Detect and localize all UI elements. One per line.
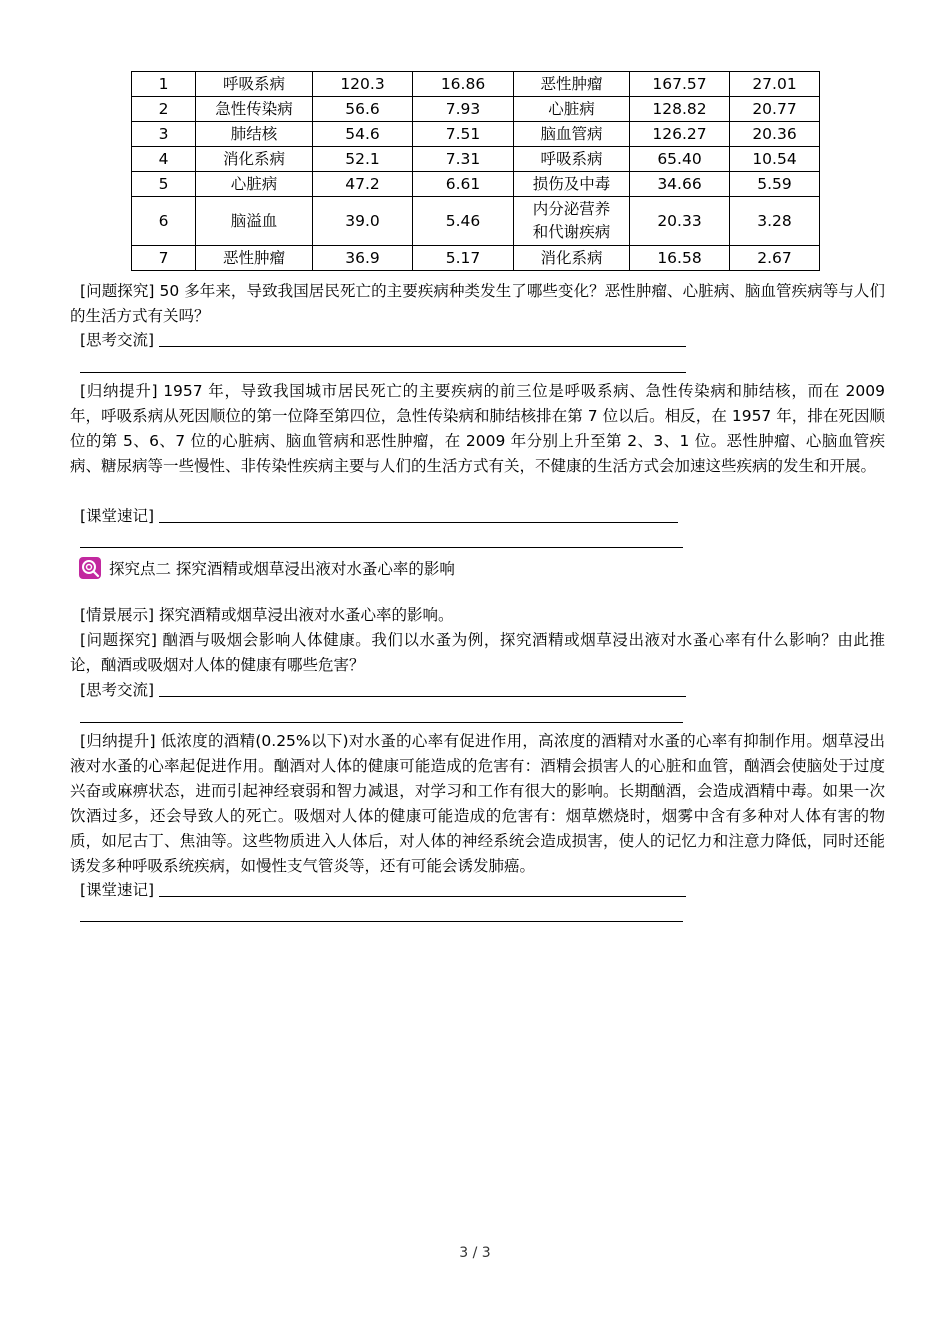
table-cell: 65.40: [630, 147, 730, 172]
table-cell: [514, 197, 630, 246]
table-cell: 呼吸系病: [514, 147, 630, 172]
answer-line[interactable]: [159, 696, 686, 697]
answer-line[interactable]: [80, 722, 683, 723]
table-row: [132, 246, 820, 271]
think-label-1: [思考交流]: [80, 331, 155, 349]
table-cell: 54.6: [313, 122, 413, 147]
table-cell: 20.33: [630, 197, 730, 246]
table-cell: 7: [132, 246, 196, 271]
table-cell: 消化系病: [196, 147, 313, 172]
table-cell: 心脏病: [514, 97, 630, 122]
table-cell: 7.51: [413, 122, 514, 147]
question-1: [问题探究] 50 多年来，导致我国居民死亡的主要疾病种类发生了哪些变化？恶性肿瘤、心脏病、脑血管疾病等与人们的生活方式有关吗？: [70, 282, 885, 325]
table-cell: 128.82: [630, 97, 730, 122]
table-row: [132, 122, 820, 147]
question-2: [问题探究] 酗酒与吸烟会影响人体健康。我们以水蚤为例，探究酒精或烟草浸出液对水蚤心率有什么影响？由此推论，酗酒或吸烟对人体的健康有哪些危害？: [70, 631, 885, 674]
table-cell: 恶性肿瘤: [196, 246, 313, 271]
notes-line[interactable]: [159, 522, 678, 523]
table-cell: 5.46: [413, 197, 514, 246]
table-cell: 34.66: [630, 172, 730, 197]
table-cell: 急性传染病: [196, 97, 313, 122]
table-cell: 5: [132, 172, 196, 197]
table-cell: 2: [132, 97, 196, 122]
table-row: [132, 172, 820, 197]
notes-line[interactable]: [159, 896, 686, 897]
table-cell: 6: [132, 197, 196, 246]
table-row: [132, 72, 820, 97]
table-cell: 120.3: [313, 72, 413, 97]
table-cell: 恶性肿瘤: [514, 72, 630, 97]
table-cell: 52.1: [313, 147, 413, 172]
table-cell: 16.58: [630, 246, 730, 271]
table-cell: 6.61: [413, 172, 514, 197]
notes-label-2: [课堂速记]: [80, 881, 155, 899]
section-heading: [79, 556, 455, 580]
table-cell: 20.77: [730, 97, 820, 122]
section-title: 探究点二 探究酒精或烟草浸出液对水蚤心率的影响: [109, 560, 455, 578]
table-cell: 心脏病: [196, 172, 313, 197]
table-cell: 10.54: [730, 147, 820, 172]
page-number: 3 / 3: [459, 1245, 491, 1261]
notes-label-1: [课堂速记]: [80, 507, 155, 525]
table-cell: 4: [132, 147, 196, 172]
summary-1: [归纳提升] 1957 年，导致我国城市居民死亡的主要疾病的前三位是呼吸系病、急性传染病和肺结核，而在 2009 年，呼吸系病从死因顺位的第一位降至第四位，急性传染病和肺结核排在第 7 位以后。相反，在 1957 年，排在死因顺位的第 5、6、7 位的心脏病、脑血管病和恶性肿瘤，在 2009 年分别上升至第 2、3、1 位。恶性肿瘤、心脑血管疾病、糖尿病等一些慢性、非传染性疾病主要与人们的生活方式有关，不健康的生活方式会加速这些疾病的发生和开展。: [70, 382, 885, 475]
table-cell: 损伤及中毒: [514, 172, 630, 197]
table-cell: 脑溢血: [196, 197, 313, 246]
table-cell: 39.0: [313, 197, 413, 246]
think-label-2: [思考交流]: [80, 681, 155, 699]
table-cell: 36.9: [313, 246, 413, 271]
table-cell: 27.01: [730, 72, 820, 97]
table-cell: 呼吸系病: [196, 72, 313, 97]
table-cell: 7.93: [413, 97, 514, 122]
answer-line[interactable]: [159, 346, 686, 347]
table-cell: 56.6: [313, 97, 413, 122]
table-cell: 16.86: [413, 72, 514, 97]
table-cell: 167.57: [630, 72, 730, 97]
notes-line[interactable]: [80, 921, 683, 922]
cell-line: 和代谢疾病: [532, 223, 611, 241]
mortality-table: [131, 71, 820, 271]
table-cell: 肺结核: [196, 122, 313, 147]
table-cell: 47.2: [313, 172, 413, 197]
table-row: [132, 197, 820, 246]
table-row: [132, 147, 820, 172]
table-cell: 3: [132, 122, 196, 147]
summary-2: [归纳提升] 低浓度的酒精(0.25%以下)对水蚤的心率有促进作用，高浓度的酒精对水蚤的心率有抑制作用。烟草浸出液对水蚤的心率起促进作用。酗酒对人体的健康可能造成的危害有：酒精会损害人的心脏和血管，酗酒会使脑处于过度兴奋或麻痹状态，进而引起神经衰弱和智力减退，对学习和工作有很大的影响。长期酗酒，会造成酒精中毒。如果一次饮酒过多，还会导致人的死亡。吸烟对人体的健康可能造成的危害有：烟草燃烧时，烟雾中含有多种对人体有害的物质，如尼古丁、焦油等。这些物质进入人体后，对人体的神经系统会造成损害，使人的记忆力和注意力降低，同时还能诱发多种呼吸系统疾病，如慢性支气管炎等，还有可能会诱发肺癌。: [70, 732, 885, 875]
scenario: [情景展示] 探究酒精或烟草浸出液对水蚤心率的影响。: [80, 606, 454, 624]
answer-line[interactable]: [80, 372, 686, 373]
table-row: [132, 97, 820, 122]
cell-line: 内分泌营养: [532, 200, 611, 218]
table-cell: 20.36: [730, 122, 820, 147]
table-cell: 5.17: [413, 246, 514, 271]
table-cell: 脑血管病: [514, 122, 630, 147]
table-cell: 5.59: [730, 172, 820, 197]
notes-line[interactable]: [80, 547, 683, 548]
table-cell: 2.67: [730, 246, 820, 271]
table-cell: 3.28: [730, 197, 820, 246]
table-cell: 126.27: [630, 122, 730, 147]
table-cell: 7.31: [413, 147, 514, 172]
table-cell: 消化系病: [514, 246, 630, 271]
magnifier-icon: [79, 557, 101, 579]
table-cell: 1: [132, 72, 196, 97]
